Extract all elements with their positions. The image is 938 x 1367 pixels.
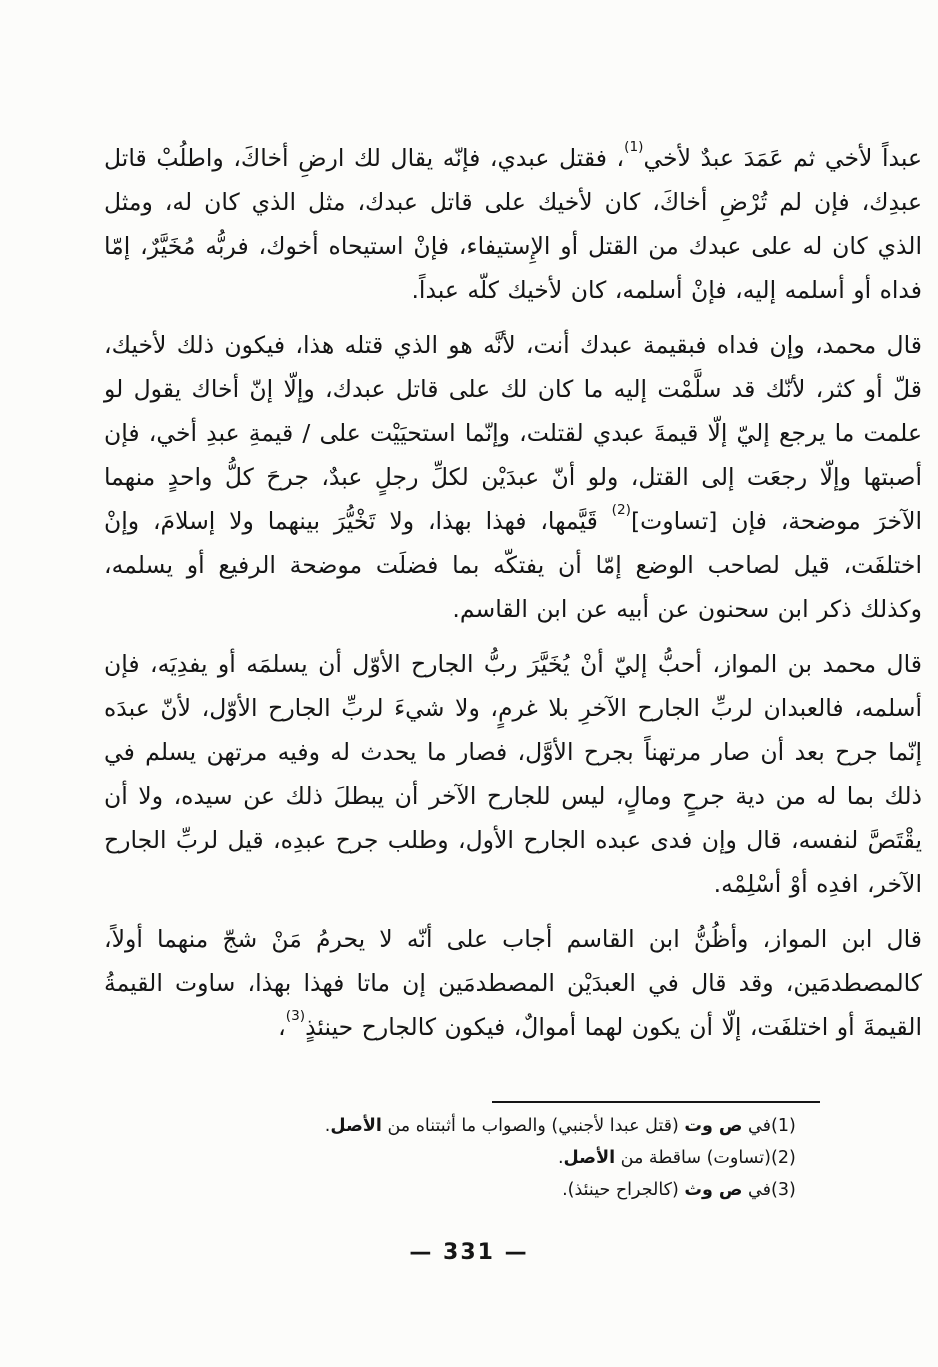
text-run: . bbox=[557, 1148, 564, 1168]
text-run: قَيَّمها، فهذا بهذا، ولا تَخْيُّرَ بينهما ولا إسلامَ، وإنْ اختلفَت، قيل لصاحب الوضع إمّا أن يفتكّه بما فضلَت موضحة الرفيع أو يسلمه، وكذلك ذكر ابن سحنون عن أبيه عن ابن القاسم. bbox=[104, 507, 922, 623]
text-run: (تساوت) ساقطة من bbox=[615, 1148, 771, 1168]
siglum-bold: الأصل bbox=[330, 1116, 382, 1136]
text-run: . bbox=[324, 1116, 331, 1136]
text-run: (كالجراح حينئذ). bbox=[562, 1180, 685, 1200]
footnote-number: (1) bbox=[771, 1116, 796, 1136]
body-text bbox=[104, 136, 922, 1049]
footnote-number: (2) bbox=[771, 1148, 796, 1168]
text-run: (قتل عبدا لأجنبي) والصواب ما أثبتناه من bbox=[381, 1116, 685, 1136]
text-run: قال محمد بن المواز، أحبُّ إليّ أنْ يُخَيَّرَ ربُّ الجارح الأوّل أن يسلمَه أو يفدِيَه، فإن أسلمه، فالعبدان لربِّ الجارح الآخرِ بلا غرمٍ، ولا شيءَ لربِّ الجارح الأوّل، لأنّ عبدَه إنّما جرح بعد أن صار مرتهناً بجرح الأوَّل، فصار ما يحدث له وفيه مرتهن يسلم في ذلك بما له من دية جرحٍ ومالٍ، ليس للجارح الآخر أن يبطلَ ذلك عن سيده، ولا أن يقْتَصَّ لنفسه، قال وإن فدى عبده الجارح الأول، وطلب جرح عبدِه، قيل لربِّ الجارح الآخر، افدِه أوْ أسْلِمْه. bbox=[104, 650, 922, 898]
paragraph bbox=[104, 136, 922, 312]
footnote-separator bbox=[492, 1101, 820, 1103]
footnote-marker: (2) bbox=[611, 502, 631, 519]
text-run: في bbox=[742, 1116, 771, 1136]
footnotes-list bbox=[60, 1110, 817, 1206]
text-run: في bbox=[742, 1180, 771, 1200]
footnote bbox=[60, 1142, 817, 1174]
text-run: ، فقتل عبدي، فإنّه يقال لك ارضِ أخاكَ، واطلُبْ قاتل عبدِك، فإن لم تُرْضِ أخاكَ، كان لأخيك على قاتل عبدك، مثل الذي كان له، ومثل الذي كان له على عبدك من القتل أو الإِستيفاء، فإنْ استيحاه أخوك، فربُّه مُخَيَّرٌ، إمّا فداه أو أسلمه إليه، فإنْ أسلمه، كان لأخيك كلّه عبداً. bbox=[104, 144, 922, 304]
siglum-bold: ص وت bbox=[684, 1116, 743, 1136]
footnote-marker: (1) bbox=[624, 139, 644, 156]
page-number: — 331 — bbox=[409, 1240, 529, 1265]
footnote-marker: (3) bbox=[285, 1008, 306, 1025]
footnote-text bbox=[60, 1142, 771, 1174]
footnote-text bbox=[60, 1174, 771, 1206]
text-run: قال محمد، وإن فداه فبقيمة عبدك أنت، لأنَّه هو الذي قتله هذا، فيكون ذلك لأخيك، قلّ أو كثر، لأنّك قد سلَّمْت إليه ما كان لك على قاتل عبدك، وإلّا إنّ أخاك يقول لو علمت ما يرجع إليّ إلّا قيمةَ عبدي لقتلت، وإنّما استحيَيْت على / قيمةِ عبدِ أخي، فإن أصبتها وإلّا رجعَت إلى القتل، ولو أنّ عبدَيْن لكلِّ رجلٍ عبدٌ، جرحَ كلُّ واحدٍ منهما الآخرَ موضحة، فإن [تساوت] bbox=[104, 331, 922, 535]
footnote bbox=[60, 1174, 817, 1206]
paragraph bbox=[104, 642, 922, 906]
text-run: عبداً لأخي ثم عَمَدَ عبدٌ لأخي bbox=[643, 144, 922, 172]
siglum-bold: الأصل bbox=[563, 1148, 616, 1168]
paragraph bbox=[104, 323, 922, 631]
footnote bbox=[60, 1110, 817, 1142]
text-run: قال ابن المواز، وأظُنُّ ابن القاسم أجاب على أنّه لا يحرمُ مَنْ شجّ منهما أولاً، كالمصطدمَين، وقد قال في العبدَيْن المصطدمَين إن ماتا فهذا بهذا، ساوت القيمةُ القيمةَ أو اختلفَت، إلّا أن يكون لهما أموالٌ، فيكون كالجارح حينئذٍ bbox=[104, 925, 922, 1041]
text-run: ، bbox=[278, 1013, 286, 1041]
footnote-number: (3) bbox=[771, 1180, 796, 1200]
paragraph bbox=[104, 917, 922, 1049]
siglum-bold: ص وث bbox=[684, 1180, 743, 1200]
footnote-text bbox=[60, 1110, 771, 1142]
